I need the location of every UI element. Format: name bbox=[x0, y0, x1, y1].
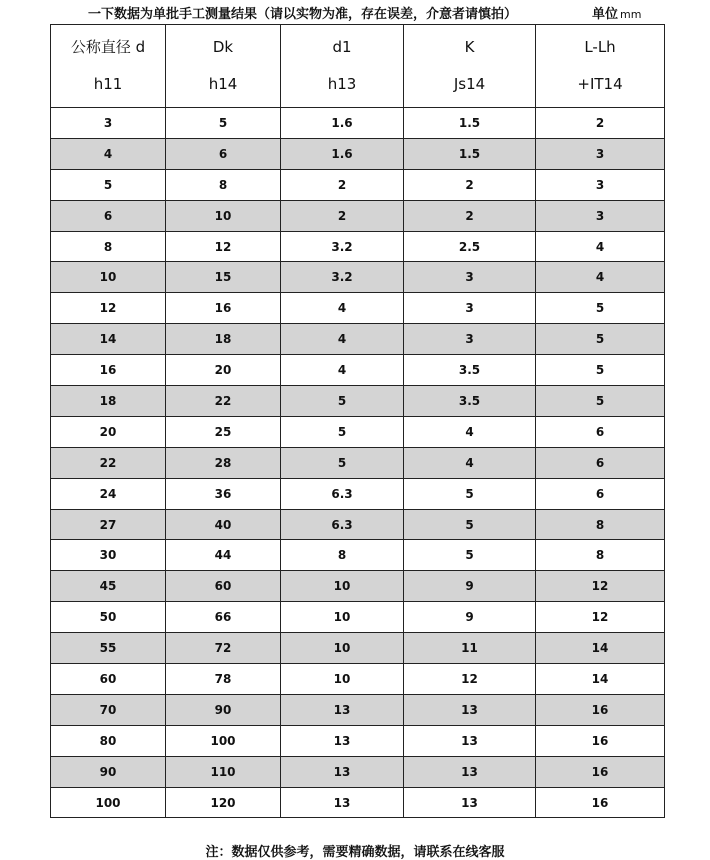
table-cell: 13 bbox=[281, 756, 404, 787]
table-cell: 18 bbox=[51, 386, 166, 417]
table-cell: 12 bbox=[166, 231, 281, 262]
table-cell: 6 bbox=[536, 478, 665, 509]
unit-value: mm bbox=[620, 8, 642, 21]
table-row bbox=[51, 386, 665, 417]
table-cell: 40 bbox=[166, 509, 281, 540]
table-cell: 36 bbox=[166, 478, 281, 509]
table-cell: 14 bbox=[536, 664, 665, 695]
table-cell: 5 bbox=[536, 386, 665, 417]
table-cell: 27 bbox=[51, 509, 166, 540]
table-cell: 3.2 bbox=[281, 231, 404, 262]
table-cell: 16 bbox=[536, 756, 665, 787]
table-cell: 14 bbox=[536, 633, 665, 664]
column-tolerance: h14 bbox=[208, 75, 238, 93]
table-row bbox=[51, 664, 665, 695]
column-tolerance: Js14 bbox=[453, 75, 486, 93]
footer-note: 注：数据仅供参考，需要精确数据，请联系在线客服 bbox=[205, 845, 505, 860]
table-cell: 110 bbox=[166, 756, 281, 787]
table-cell: 6 bbox=[166, 138, 281, 169]
table-cell: 3.2 bbox=[281, 262, 404, 293]
table-cell: 3 bbox=[536, 169, 665, 200]
table-row bbox=[51, 694, 665, 725]
table-cell: 3 bbox=[536, 138, 665, 169]
table-cell: 22 bbox=[51, 447, 166, 478]
table-cell: 6 bbox=[51, 200, 166, 231]
table-row bbox=[51, 231, 665, 262]
column-name: Dk bbox=[212, 38, 234, 56]
unit-label-text: 单位 bbox=[592, 7, 619, 22]
table-cell: 66 bbox=[166, 602, 281, 633]
table-row bbox=[51, 602, 665, 633]
table-cell: 16 bbox=[536, 787, 665, 818]
table-cell: 18 bbox=[166, 324, 281, 355]
table-cell: 2 bbox=[404, 169, 536, 200]
table-cell: 100 bbox=[51, 787, 166, 818]
header-cell-l-lh bbox=[536, 25, 665, 108]
table-cell: 12 bbox=[404, 664, 536, 695]
table-cell: 4 bbox=[281, 355, 404, 386]
table-cell: 12 bbox=[536, 571, 665, 602]
table-cell: 90 bbox=[166, 694, 281, 725]
table-cell: 6 bbox=[536, 416, 665, 447]
table-cell: 45 bbox=[51, 571, 166, 602]
table-row bbox=[51, 478, 665, 509]
table-cell: 3 bbox=[51, 108, 166, 139]
table-row bbox=[51, 138, 665, 169]
table-cell: 13 bbox=[281, 787, 404, 818]
table-cell: 6 bbox=[536, 447, 665, 478]
table-cell: 1.5 bbox=[404, 138, 536, 169]
header-cell-nominal-diameter bbox=[51, 25, 166, 108]
table-cell: 5 bbox=[404, 478, 536, 509]
table-cell: 24 bbox=[51, 478, 166, 509]
table-cell: 1.6 bbox=[281, 138, 404, 169]
table-cell: 2 bbox=[281, 169, 404, 200]
table-cell: 3.5 bbox=[404, 386, 536, 417]
table-cell: 10 bbox=[281, 602, 404, 633]
dimension-table bbox=[50, 24, 665, 818]
table-cell: 20 bbox=[51, 416, 166, 447]
table-cell: 5 bbox=[51, 169, 166, 200]
table-cell: 5 bbox=[281, 416, 404, 447]
table-cell: 1.5 bbox=[404, 108, 536, 139]
table-cell: 10 bbox=[281, 664, 404, 695]
table-cell: 4 bbox=[281, 324, 404, 355]
table-cell: 4 bbox=[281, 293, 404, 324]
column-tolerance: h13 bbox=[327, 75, 357, 93]
table-cell: 5 bbox=[536, 324, 665, 355]
table-cell: 4 bbox=[404, 447, 536, 478]
table-cell: 50 bbox=[51, 602, 166, 633]
table-cell: 10 bbox=[51, 262, 166, 293]
table-row bbox=[51, 200, 665, 231]
table-cell: 4 bbox=[404, 416, 536, 447]
table-cell: 13 bbox=[281, 725, 404, 756]
table-row bbox=[51, 262, 665, 293]
header-cell-dk bbox=[166, 25, 281, 108]
table-cell: 10 bbox=[281, 571, 404, 602]
table-row bbox=[51, 756, 665, 787]
table-cell: 13 bbox=[281, 694, 404, 725]
table-row bbox=[51, 108, 665, 139]
table-cell: 10 bbox=[166, 200, 281, 231]
table-cell: 60 bbox=[166, 571, 281, 602]
table-cell: 12 bbox=[51, 293, 166, 324]
table-cell: 13 bbox=[404, 787, 536, 818]
table-cell: 12 bbox=[536, 602, 665, 633]
page-title: 一下数据为单批手工测量结果（请以实物为准，存在误差，介意者请慎拍） bbox=[88, 7, 518, 22]
column-name: L-Lh bbox=[584, 38, 616, 56]
table-cell: 9 bbox=[404, 602, 536, 633]
table-cell: 2.5 bbox=[404, 231, 536, 262]
column-tolerance: +IT14 bbox=[577, 75, 623, 93]
table-cell: 1.6 bbox=[281, 108, 404, 139]
table-cell: 6.3 bbox=[281, 509, 404, 540]
table-cell: 3 bbox=[404, 293, 536, 324]
table-row bbox=[51, 324, 665, 355]
table-row bbox=[51, 571, 665, 602]
table-cell: 13 bbox=[404, 694, 536, 725]
table-row bbox=[51, 725, 665, 756]
table-cell: 80 bbox=[51, 725, 166, 756]
table-cell: 78 bbox=[166, 664, 281, 695]
table-cell: 5 bbox=[404, 509, 536, 540]
column-name: 公称直径 d bbox=[70, 38, 146, 56]
table-body bbox=[51, 108, 665, 818]
header-cell-d1 bbox=[281, 25, 404, 108]
table-cell: 60 bbox=[51, 664, 166, 695]
table-cell: 2 bbox=[404, 200, 536, 231]
table-cell: 3 bbox=[404, 262, 536, 293]
column-tolerance: h11 bbox=[93, 75, 123, 93]
table-cell: 13 bbox=[404, 756, 536, 787]
table-cell: 72 bbox=[166, 633, 281, 664]
table-cell: 16 bbox=[536, 725, 665, 756]
table-cell: 70 bbox=[51, 694, 166, 725]
table-cell: 90 bbox=[51, 756, 166, 787]
table-cell: 120 bbox=[166, 787, 281, 818]
table-cell: 8 bbox=[166, 169, 281, 200]
table-cell: 3 bbox=[536, 200, 665, 231]
table-cell: 16 bbox=[536, 694, 665, 725]
table-row bbox=[51, 540, 665, 571]
table-cell: 16 bbox=[51, 355, 166, 386]
table-cell: 5 bbox=[281, 386, 404, 417]
table-cell: 9 bbox=[404, 571, 536, 602]
column-name: d1 bbox=[332, 38, 352, 56]
table-row bbox=[51, 787, 665, 818]
table-cell: 5 bbox=[404, 540, 536, 571]
table-row bbox=[51, 293, 665, 324]
table-row bbox=[51, 633, 665, 664]
table-row bbox=[51, 447, 665, 478]
table-cell: 28 bbox=[166, 447, 281, 478]
table-cell: 3.5 bbox=[404, 355, 536, 386]
table-cell: 11 bbox=[404, 633, 536, 664]
table-cell: 8 bbox=[536, 509, 665, 540]
table-cell: 10 bbox=[281, 633, 404, 664]
table-cell: 20 bbox=[166, 355, 281, 386]
table-cell: 15 bbox=[166, 262, 281, 293]
table-cell: 25 bbox=[166, 416, 281, 447]
table-cell: 44 bbox=[166, 540, 281, 571]
table-cell: 5 bbox=[166, 108, 281, 139]
header-cell-k bbox=[404, 25, 536, 108]
table-cell: 13 bbox=[404, 725, 536, 756]
table-cell: 4 bbox=[536, 231, 665, 262]
table-cell: 22 bbox=[166, 386, 281, 417]
table-cell: 5 bbox=[281, 447, 404, 478]
table-row bbox=[51, 169, 665, 200]
table-cell: 14 bbox=[51, 324, 166, 355]
table-header-row bbox=[51, 25, 665, 108]
table-cell: 16 bbox=[166, 293, 281, 324]
table-cell: 5 bbox=[536, 293, 665, 324]
table-cell: 8 bbox=[536, 540, 665, 571]
table-row bbox=[51, 355, 665, 386]
table-cell: 5 bbox=[536, 355, 665, 386]
table-cell: 8 bbox=[51, 231, 166, 262]
column-name: K bbox=[464, 38, 475, 56]
table-row bbox=[51, 509, 665, 540]
unit-label bbox=[592, 3, 641, 22]
table-cell: 2 bbox=[281, 200, 404, 231]
table-cell: 30 bbox=[51, 540, 166, 571]
table-cell: 4 bbox=[51, 138, 166, 169]
table-cell: 55 bbox=[51, 633, 166, 664]
table-cell: 2 bbox=[536, 108, 665, 139]
table-cell: 100 bbox=[166, 725, 281, 756]
table-row bbox=[51, 416, 665, 447]
table-cell: 4 bbox=[536, 262, 665, 293]
table-cell: 8 bbox=[281, 540, 404, 571]
table-cell: 3 bbox=[404, 324, 536, 355]
table-cell: 6.3 bbox=[281, 478, 404, 509]
header-bar bbox=[0, 0, 710, 24]
